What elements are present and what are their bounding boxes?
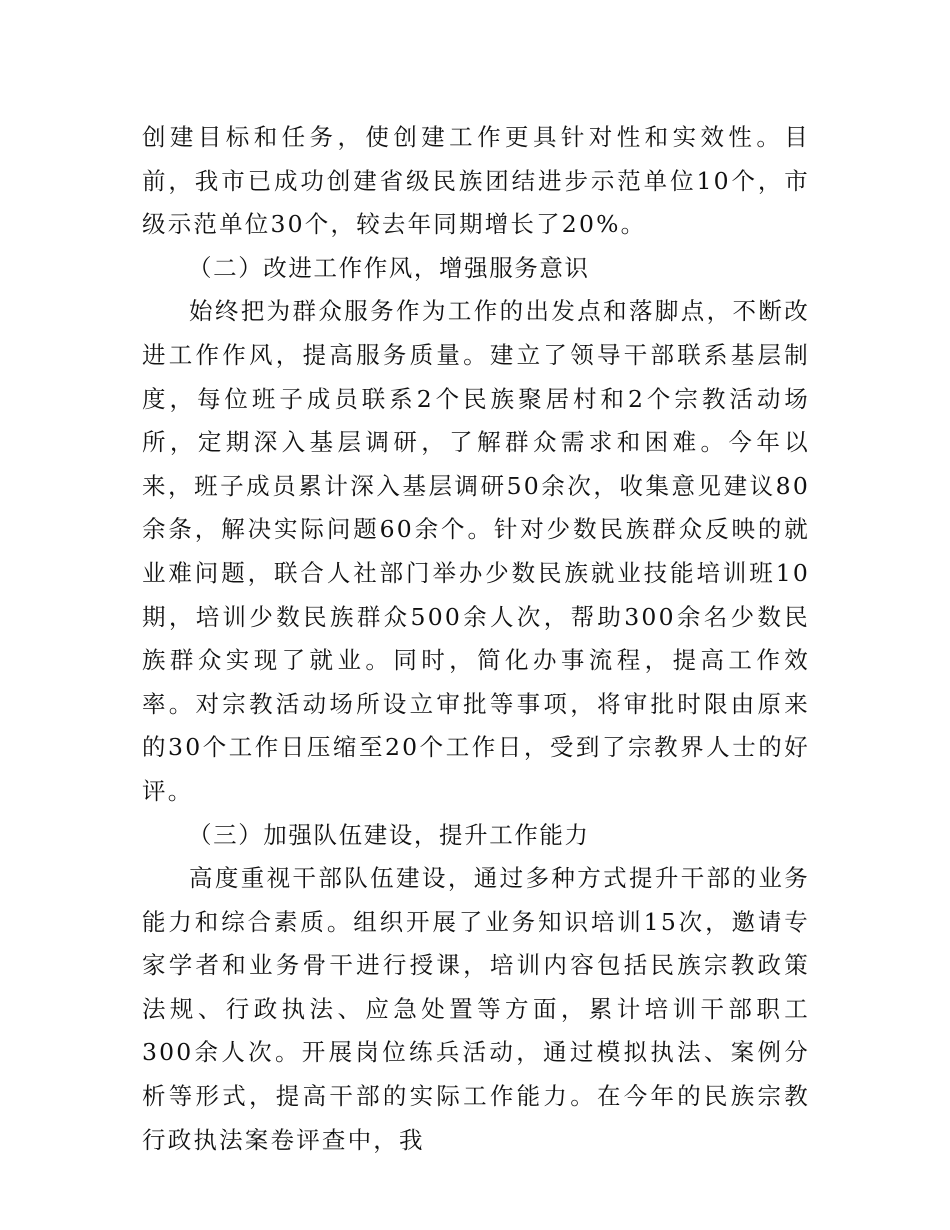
- paragraph-service: 始终把为群众服务作为工作的出发点和落脚点，不断改进工作作风，提高服务质量。建立了领导干部联系基层制度，每位班子成员联系2个民族聚居村和2个宗教活动场所，定期深入基层调研，了解群众需求和困难。今年以来，班子成员累计深入基层调研50余次，收集意见建议80余条，解决实际问题60余个。针对少数民族群众反映的就业难问题，联合人社部门举办少数民族就业技能培训班10期，培训少数民族群众500余人次，帮助300余名少数民族群众实现了就业。同时，简化办事流程，提高工作效率。对宗教活动场所设立审批等事项，将审批时限由原来的30个工作日压缩至20个工作日，受到了宗教界人士的好评。: [142, 297, 810, 805]
- section-heading-3: （三）加强队伍建设，提升工作能力: [188, 820, 590, 849]
- section-heading-2: （二）改进工作作风，增强服务意识: [188, 253, 590, 282]
- document-body: [142, 116, 810, 1162]
- paragraph-team-building: 高度重视干部队伍建设，通过多种方式提升干部的业务能力和综合素质。组织开展了业务知识培训15次，邀请专家学者和业务骨干进行授课，培训内容包括民族宗教政策法规、行政执法、应急处置等方面，累计培训干部职工300余人次。开展岗位练兵活动，通过模拟执法、案例分析等形式，提高干部的实际工作能力。在今年的民族宗教行政执法案卷评查中，我: [142, 864, 810, 1154]
- paragraph-continued: 创建目标和任务，使创建工作更具针对性和实效性。目前，我市已成功创建省级民族团结进步示范单位10个，市级示范单位30个，较去年同期增长了20%。: [142, 123, 810, 239]
